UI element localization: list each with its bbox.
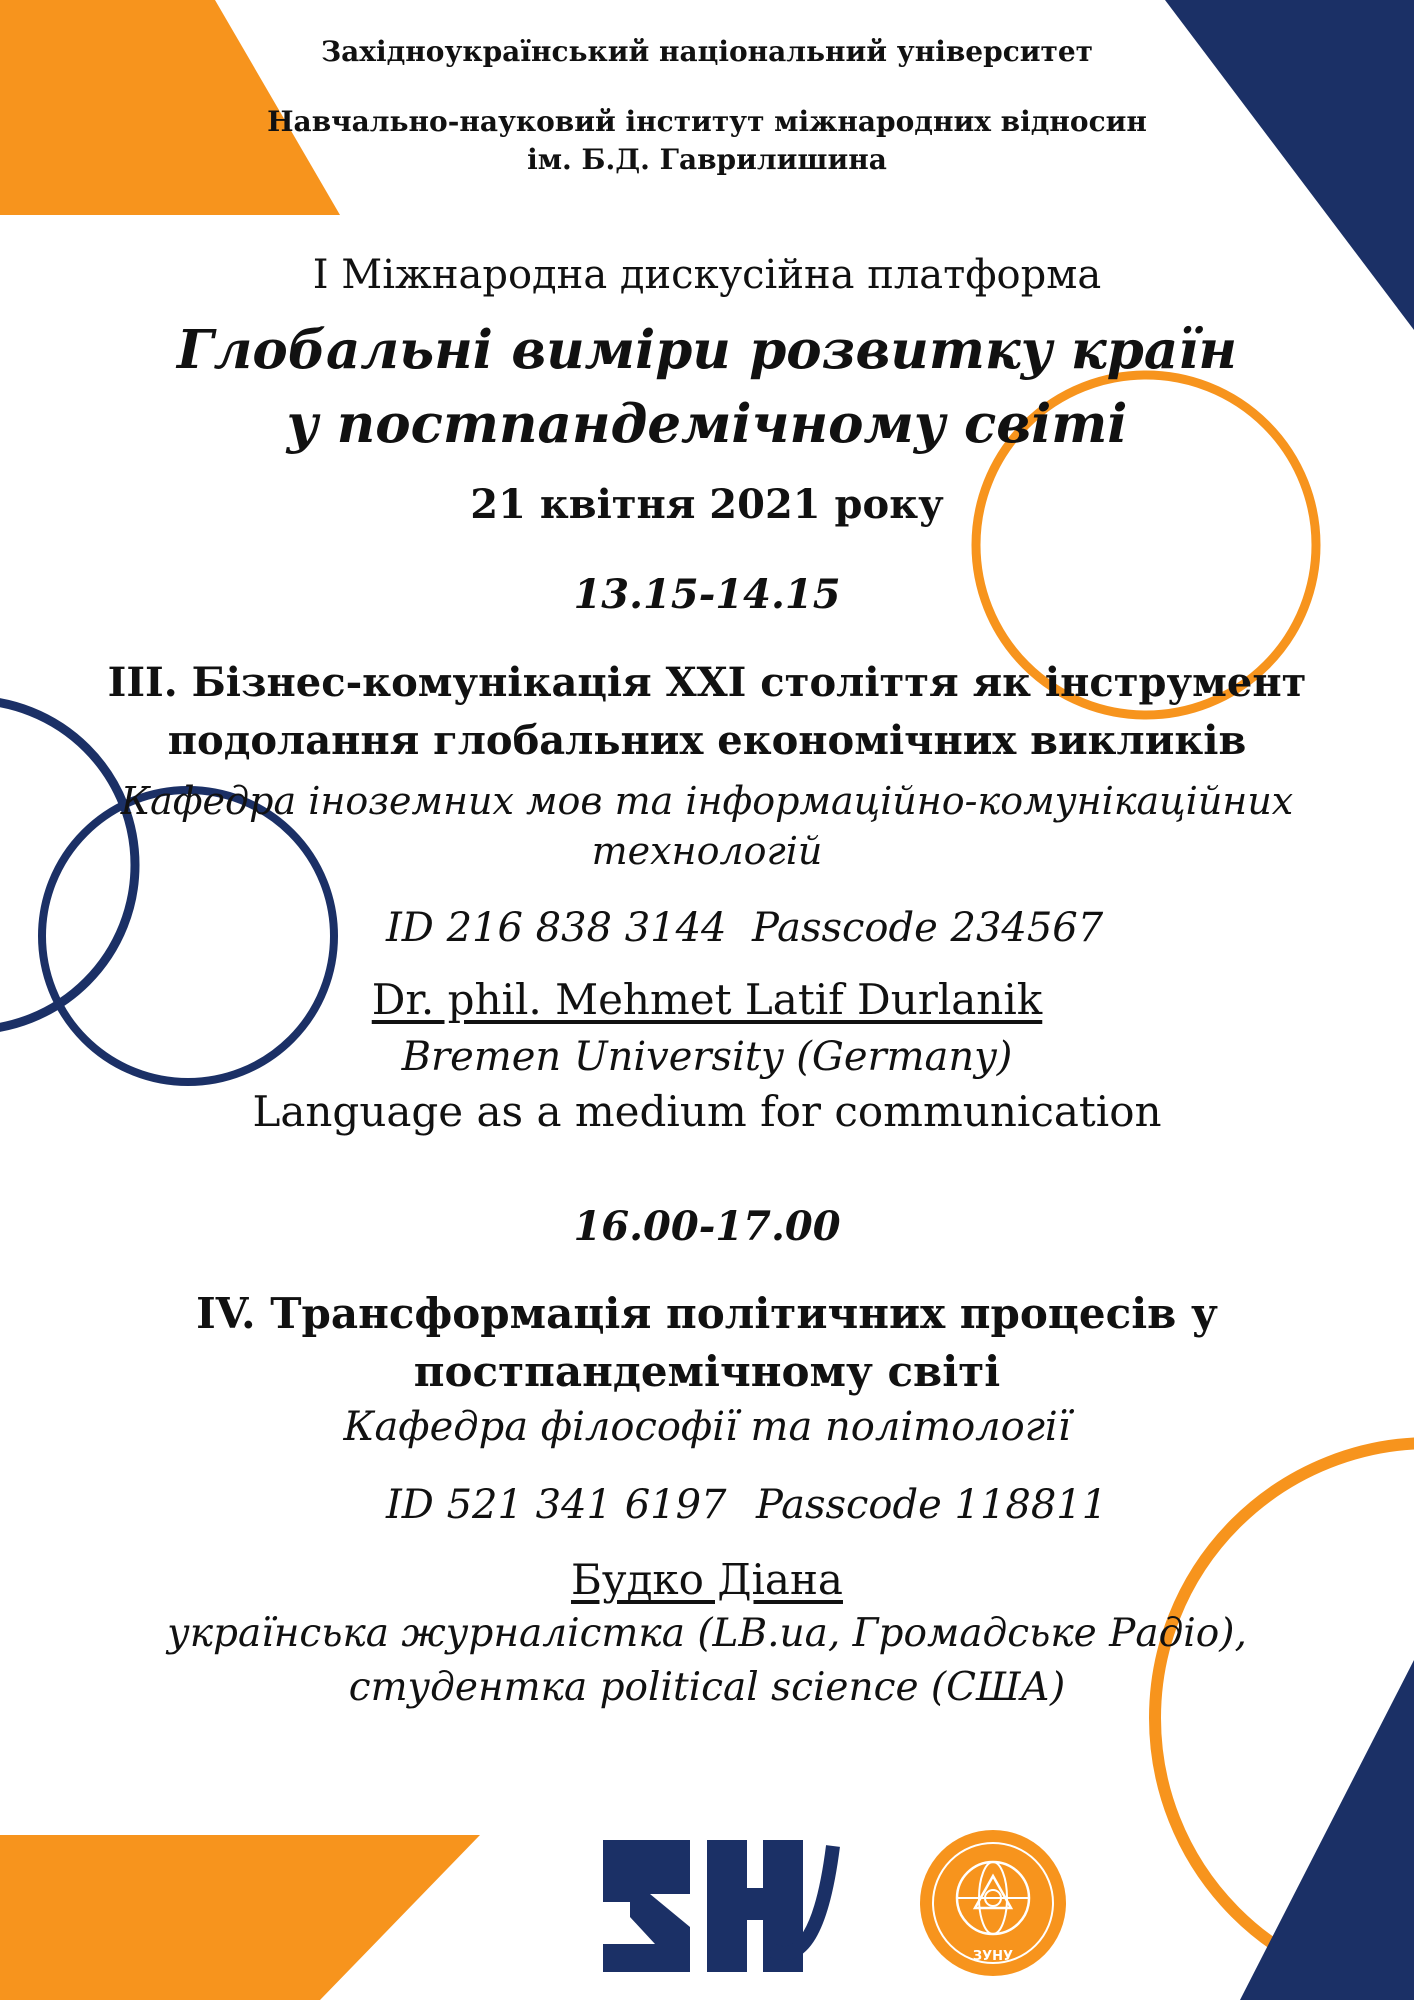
session-title-line2: постпандемічному світі [413,1347,1001,1396]
meeting-passcode: Passcode 118811 [756,1482,1108,1528]
event-date: 21 квітня 2021 року [470,481,944,528]
university-logo [595,1832,840,1980]
event-title-line2: у постпандемічному світі [286,393,1128,455]
institute-name-line2: ім. Б.Д. Гаврилишина [527,143,887,176]
meeting-id: ID 521 341 6197 [386,1482,727,1528]
institute-name-line1: Навчально-науковий інститут міжнародних відносин [267,105,1147,138]
institute-seal [918,1828,1068,1978]
talk-topic: Language as a medium for communication [252,1087,1162,1136]
event-subtitle: I Міжнародна дискусійна платформа [312,252,1102,298]
session-department-line2: технологій [591,829,823,873]
navy-triangle-bottom-right [1240,1660,1414,2000]
orange-trapezoid-bottom-left [0,1835,480,2000]
speaker-name: Будко Діана [571,1555,843,1604]
speaker-affiliation: Bremen University (Germany) [401,1034,1013,1080]
session-time: 16.00-17.00 [573,1203,841,1250]
session-department: Кафедра філософії та політології [343,1404,1071,1450]
speaker-affiliation-line2: студентка political science (США) [348,1665,1066,1710]
session-department-line1: Кафедра іноземних мов та інформаційно-комунікаційних [120,779,1294,823]
meeting-passcode: Passcode 234567 [752,905,1104,951]
university-name: Західноукраїнський національний університет [320,35,1094,68]
session-title-line2: подолання глобальних економічних викликів [167,717,1247,764]
session-title-line1: III. Бізнес-комунікація XXI століття як інструмент [107,659,1307,706]
speaker-name: Dr. phil. Mehmet Latif Durlanik [371,975,1043,1024]
meeting-id: ID 216 838 3144 [386,905,727,951]
session-time: 13.15-14.15 [573,571,841,618]
event-title-line1: Глобальні виміри розвитку країн [177,319,1237,381]
speaker-affiliation-line1: українська журналістка (LB.ua, Громадське Радіо), [167,1611,1247,1656]
session-title-line1: IV. Трансформація політичних процесів у [196,1289,1218,1338]
seal-text: ЗУНУ [972,1949,1014,1964]
